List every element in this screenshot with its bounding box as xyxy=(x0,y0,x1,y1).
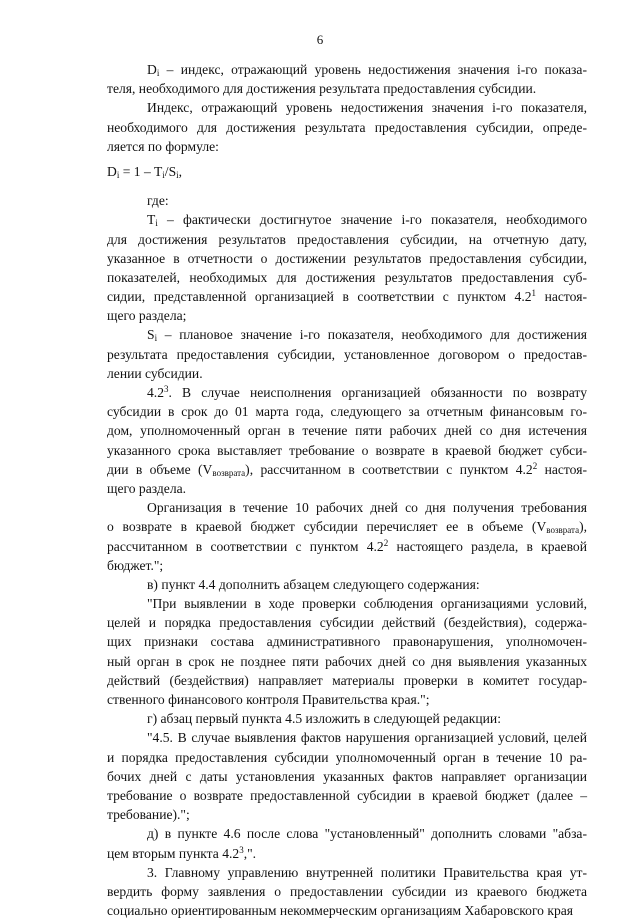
text-line: требование)."; xyxy=(107,807,190,823)
subscript: i xyxy=(176,169,179,180)
superscript: 1 xyxy=(531,288,537,299)
superscript: 2 xyxy=(532,460,538,471)
paragraph xyxy=(107,863,587,920)
superscript: 2 xyxy=(383,537,389,548)
text-line: целей и порядка предоставления субсидии действий (бездействия), содержа- xyxy=(107,615,587,631)
page-number: 6 xyxy=(316,32,324,47)
paragraph xyxy=(107,210,587,325)
superscript: 3 xyxy=(239,844,244,855)
subscript: i xyxy=(155,218,158,229)
text-line: $S_i$ – плановое значение i-го показателя, необходимого для достижения xyxy=(147,327,587,344)
text-line: лении субсидии. xyxy=(107,365,203,381)
text-line: "4.5. В случае выявления фактов нарушения организацией условий, целей xyxy=(147,730,587,746)
paragraph xyxy=(107,575,587,594)
text-line: щего раздела. xyxy=(107,480,187,496)
text-line: $T_i$ – фактически достигнутое значение i-го показателя, необходимого xyxy=(147,212,587,229)
text-line: о возврате в краевой бюджет субсидии перечисляет ее в объеме $(V_{возврата})$, xyxy=(107,519,587,536)
subscript: i xyxy=(156,68,160,78)
paragraph xyxy=(107,98,587,156)
paragraph xyxy=(107,824,587,862)
subscript: i xyxy=(116,169,120,180)
text-line: результата предоставления субсидии, установленное договором о предостав- xyxy=(107,346,587,362)
text-line: ляется по формуле: xyxy=(107,138,219,154)
paragraph xyxy=(107,709,587,728)
paragraph xyxy=(107,383,587,498)
text-line: субсидии в срок до 01 марта года, следующего за отчетным финансовым го- xyxy=(107,404,587,420)
text-line: где: xyxy=(147,193,169,209)
text-line: $D_i$ – индекс, отражающий уровень недостижения значения i-го показа- xyxy=(147,62,587,78)
text-line: действий (бездействия) направляет материалы проверки в комитет государ- xyxy=(107,672,587,688)
text-line: и порядка предоставления субсидии уполномоченный орган в течение 10 ра- xyxy=(107,749,587,765)
text-line: щего раздела; xyxy=(107,308,187,324)
text-line: для достижения результатов предоставления субсидии, на отчетную дату, xyxy=(107,231,587,247)
text-line: вердить форму заявления о предоставлении субсидии из краевого бюджета xyxy=(107,883,587,899)
text-line: щих признаки состава административного правонарушения, уполномочен- xyxy=(107,634,587,650)
text-line: бочих дней с даты установления указанных фактов направляет организации xyxy=(107,768,587,784)
paragraph xyxy=(107,325,587,383)
text-line: указанного срока выставляет требование о возврате в краевой бюджет субси- xyxy=(107,442,587,458)
text-line: дии в объеме $(V_{возврата})$, рассчитанном в соответствии с пунктом $4.2^2$ настоя- xyxy=(107,460,587,478)
text-line: ный орган в срок не позднее пяти рабочих дней со дня выявления указанных xyxy=(107,653,587,669)
paragraph xyxy=(107,60,587,98)
subscript: возврата xyxy=(546,525,580,536)
paragraph xyxy=(107,728,587,824)
text-line: указанное в отчетности о достижении результатов предоставления субсидии, xyxy=(107,250,587,266)
text-line: $D_i = 1 - T_i/S_i$, xyxy=(107,163,183,180)
text-line: дом, уполномоченный орган в течение пяти рабочих дней со дня истечения xyxy=(107,423,587,439)
text-line: в) пункт 4.4 дополнить абзацем следующего содержания: xyxy=(147,576,480,592)
text-line: 3. Главному управлению внутренней политики Правительства края ут- xyxy=(147,864,587,880)
superscript: 3 xyxy=(164,384,169,394)
text-line: цем вторым пункта $4.2^3$,". xyxy=(107,844,257,861)
text-line: сидии, представленной организацией в соответствии с пунктом $4.2^1$ настоя- xyxy=(107,288,587,305)
subscript: i xyxy=(154,333,158,344)
text-line: $4.2^3$. В случае неисполнения организацией обязанности по возврату xyxy=(147,384,587,400)
text-line: рассчитанном в соответствии с пунктом $4.2^2$ настоящего раздела, в краевой xyxy=(107,537,587,554)
text-line: Индекс, отражающий уровень недостижения значения i-го показателя, xyxy=(147,100,587,116)
subscript: возврата xyxy=(212,467,246,478)
text-line: теля, необходимого для достижения результата предоставления субсидии. xyxy=(107,81,537,97)
text-line: ственного финансового контроля Правительства края."; xyxy=(107,692,430,707)
text-line: "При выявлении в ходе проверки соблюдения организациями условий, xyxy=(147,596,587,612)
text-line: социально ориентированным некоммерческим организациям Хабаровского края xyxy=(107,903,574,919)
subscript: i xyxy=(162,169,165,180)
text-line: д) в пункте 4.6 после слова "установленный" дополнить словами "абза- xyxy=(147,826,587,842)
text-line: требование о возврате предоставленной субсидии в краевой бюджет (далее – xyxy=(107,787,587,803)
text-line: показателей, необходимых для достижения результатов предоставления суб- xyxy=(107,269,587,285)
paragraph xyxy=(107,594,587,709)
text-line: г) абзац первый пункта 4.5 изложить в следующей редакции: xyxy=(147,711,501,727)
text-line: необходимого для достижения результата предоставления субсидии, опреде- xyxy=(107,119,587,135)
text-line: бюджет."; xyxy=(107,557,164,573)
paragraph xyxy=(107,498,587,575)
formula xyxy=(107,162,587,181)
text-line: Организация в течение 10 рабочих дней со дня получения требования xyxy=(147,500,587,516)
paragraph xyxy=(107,191,587,210)
document-body xyxy=(107,60,587,920)
